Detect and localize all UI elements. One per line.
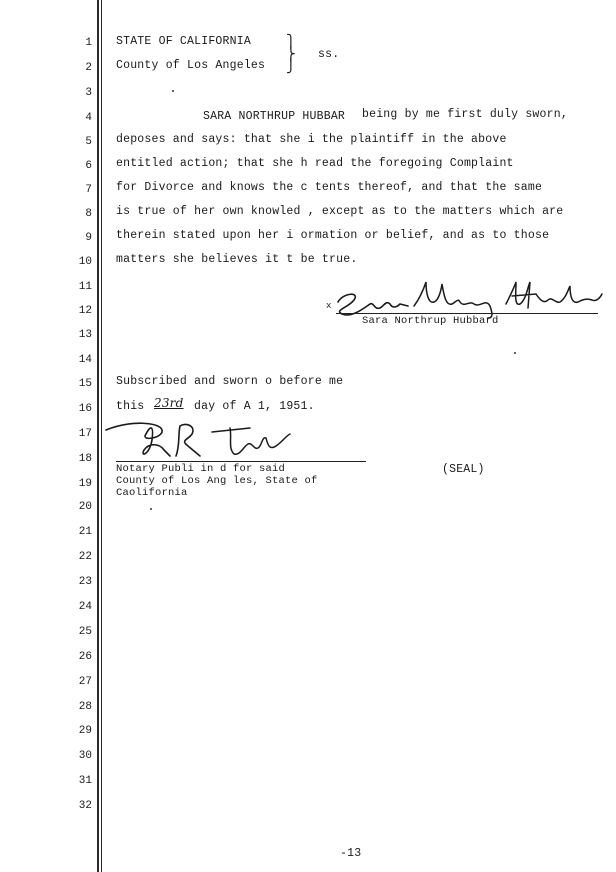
jurat-day: 23rd bbox=[154, 396, 184, 410]
line-number: 23 bbox=[78, 576, 92, 588]
line-number: 20 bbox=[78, 501, 92, 513]
verification-line-9: therein stated upon her i ormation or belief, and as to those bbox=[116, 229, 550, 242]
verification-line-6: entitled action; that she h read the foregoing Complaint bbox=[116, 157, 514, 170]
left-margin-rule-outer bbox=[97, 0, 99, 872]
line-number: 17 bbox=[78, 428, 92, 440]
venue-ss: ss. bbox=[318, 48, 340, 61]
venue-county: County of Los Angeles bbox=[116, 59, 266, 72]
venue-brace-top: ⎫ bbox=[286, 35, 296, 50]
page-number: -13 bbox=[340, 847, 362, 860]
line-number: 30 bbox=[78, 750, 92, 762]
notary-line-1: Notary Publi in d for said bbox=[116, 463, 286, 475]
notary-line-3: Caolifornia bbox=[116, 487, 188, 499]
scan-speck bbox=[514, 352, 516, 354]
affiant-typed-name: Sara Northrup Hubbard bbox=[362, 315, 499, 327]
venue-brace-mid: ⎬ bbox=[286, 47, 296, 62]
line-number: 18 bbox=[78, 453, 92, 465]
scan-speck bbox=[150, 508, 152, 510]
line-number: 8 bbox=[85, 208, 92, 220]
notary-seal: (SEAL) bbox=[442, 463, 485, 476]
line-number: 2 bbox=[85, 62, 92, 74]
line-number: 16 bbox=[78, 403, 92, 415]
line-number: 29 bbox=[78, 725, 92, 737]
line-number: 5 bbox=[85, 136, 92, 148]
venue-brace-bottom: ⎭ bbox=[286, 59, 296, 74]
verification-line-8: is true of her own knowled , except as to the matters which are bbox=[116, 205, 564, 218]
jurat-month-year: day of A 1, 1951. bbox=[194, 400, 315, 413]
affiant-signature-line bbox=[336, 313, 598, 314]
line-number: 24 bbox=[78, 601, 92, 613]
verification-line-5: deposes and says: that she i the plaintiff in the above bbox=[116, 133, 507, 146]
line-number: 15 bbox=[78, 378, 92, 390]
line-number: 7 bbox=[85, 184, 92, 196]
line-number: 22 bbox=[78, 551, 92, 563]
line-number: 31 bbox=[78, 775, 92, 787]
line-number: 19 bbox=[78, 478, 92, 490]
line-number: 11 bbox=[78, 281, 92, 293]
jurat-this: this bbox=[116, 400, 145, 413]
line-number: 13 bbox=[78, 329, 92, 341]
notary-signature bbox=[100, 416, 310, 462]
verification-line-10: matters she believes it t be true. bbox=[116, 253, 358, 266]
line-number: 26 bbox=[78, 651, 92, 663]
line-number: 3 bbox=[85, 87, 92, 99]
scan-speck bbox=[172, 90, 174, 92]
verification-line-7: for Divorce and knows the c tents thereof, and that the same bbox=[116, 181, 543, 194]
venue-state: STATE OF CALIFORNIA bbox=[116, 35, 251, 48]
verification-line-4: being by me first duly sworn, bbox=[362, 108, 568, 121]
line-number: 9 bbox=[85, 232, 92, 244]
line-number: 14 bbox=[78, 354, 92, 366]
line-number: 27 bbox=[78, 676, 92, 688]
jurat-subscribed: Subscribed and sworn o before me bbox=[116, 375, 344, 388]
affiant-name: SARA NORTHRUP HUBBAR bbox=[203, 110, 346, 123]
line-number: 6 bbox=[85, 160, 92, 172]
notary-signature-line bbox=[116, 461, 366, 462]
signature-mark: x bbox=[326, 301, 332, 311]
line-number: 28 bbox=[78, 701, 92, 713]
line-number: 25 bbox=[78, 626, 92, 638]
line-number: 1 bbox=[85, 37, 92, 49]
line-number: 4 bbox=[85, 112, 92, 124]
line-number: 12 bbox=[78, 305, 92, 317]
line-number: 21 bbox=[78, 526, 92, 538]
line-number: 10 bbox=[78, 256, 92, 268]
line-number: 32 bbox=[78, 800, 92, 812]
notary-line-2: County of Los Ang les, State of bbox=[116, 475, 318, 487]
